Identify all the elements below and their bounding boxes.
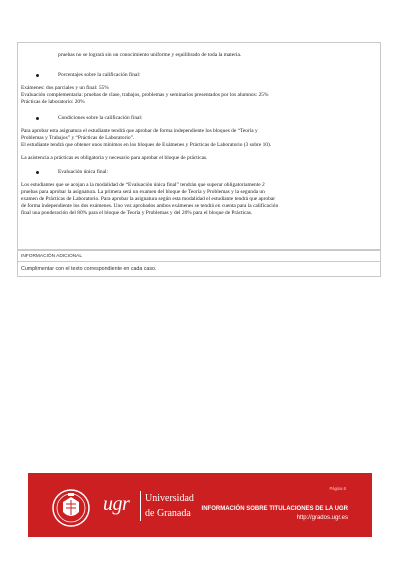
paragraph-line: El estudiante tendrá que obtener unos mínimos en los bloques de Exámenes y Prácticas de Laboratorio (3 sobre 10). <box>21 142 272 148</box>
continued-line: pruebas no se logrará sin un conocimiento uniforme y equilibrado de toda la materia. <box>58 52 242 58</box>
university-name-line1: Universidad <box>145 493 194 504</box>
logo-divider <box>140 491 141 521</box>
additional-info-heading: INFORMACIÓN ADICIONAL <box>21 254 83 259</box>
paragraph-line: Prácticas de laboratorio: 20% <box>21 99 85 105</box>
paragraph-line: final una ponderación del 80% para el bloque de Teoría y Problemas y del 20% para el bloque de Prácticas. <box>21 210 253 216</box>
bullet-icon <box>36 171 39 174</box>
footer-banner <box>28 473 372 537</box>
paragraph-line: examen de Prácticas de Laboratorio. Para aprobar la asignatura según esta modalidad el estudiante tendrá que aprobar <box>21 196 276 202</box>
bullet-icon <box>36 117 39 120</box>
degrees-info-title: INFORMACIÓN SOBRE TITULACIONES DE LA UGR <box>201 506 348 512</box>
paragraph-line: La asistencia a prácticas es obligatoria y necesario para aprobar el bloque de prácticas. <box>21 155 208 161</box>
paragraph-line: Problemas y Trabajos” y “Prácticas de Laboratorio”. <box>21 135 135 141</box>
top-border <box>17 42 381 43</box>
evaluation-section <box>17 42 381 250</box>
paragraph-line: Para aprobar esta asignatura el estudiante tendrá que aprobar de forma independiente los bloques de “Teoría y <box>21 128 258 134</box>
university-seal-icon <box>51 488 91 528</box>
paragraph-line: Los estudiantes que se acojan a la modalidad de “Evaluación única final” tendrán que superar obligatoriamente 2 <box>21 182 265 188</box>
additional-info-header-row <box>17 250 381 262</box>
bullet-heading-conditions: Condiciones sobre la calificación final: <box>58 115 143 121</box>
bullet-icon <box>36 74 39 77</box>
paragraph-line: de forma independiente los dos exámenes. Uno vez aprobados ambos exámenes se tendrá en cuenta para la calificación <box>21 203 279 209</box>
paragraph-line: pruebas para aprobar la asignatura. La primera será un examen del bloque de Teoría y Problemas y la segunda un <box>21 189 265 195</box>
page-number: Página 6 <box>329 486 346 491</box>
university-name-line2: de Granada <box>145 508 191 519</box>
degrees-info-link[interactable]: http://grados.ugr.es <box>296 515 348 521</box>
paragraph-line: Evaluación complementaria: pruebas de clase, trabajos, problemas y seminarios presentados por los alumnos: 25% <box>21 92 269 98</box>
bullet-heading-percentages: Porcentajes sobre la calificación final: <box>58 72 141 78</box>
bullet-heading-single-evaluation: Evaluación única final: <box>58 169 108 175</box>
additional-info-body-row <box>17 262 381 277</box>
additional-info-text: Cumplimentar con el texto correspondiente en cada caso. <box>21 266 157 272</box>
paragraph-line: Exámenes: dos parciales y un final: 55% <box>21 85 109 91</box>
ugr-logo-text: ugr <box>103 493 130 515</box>
